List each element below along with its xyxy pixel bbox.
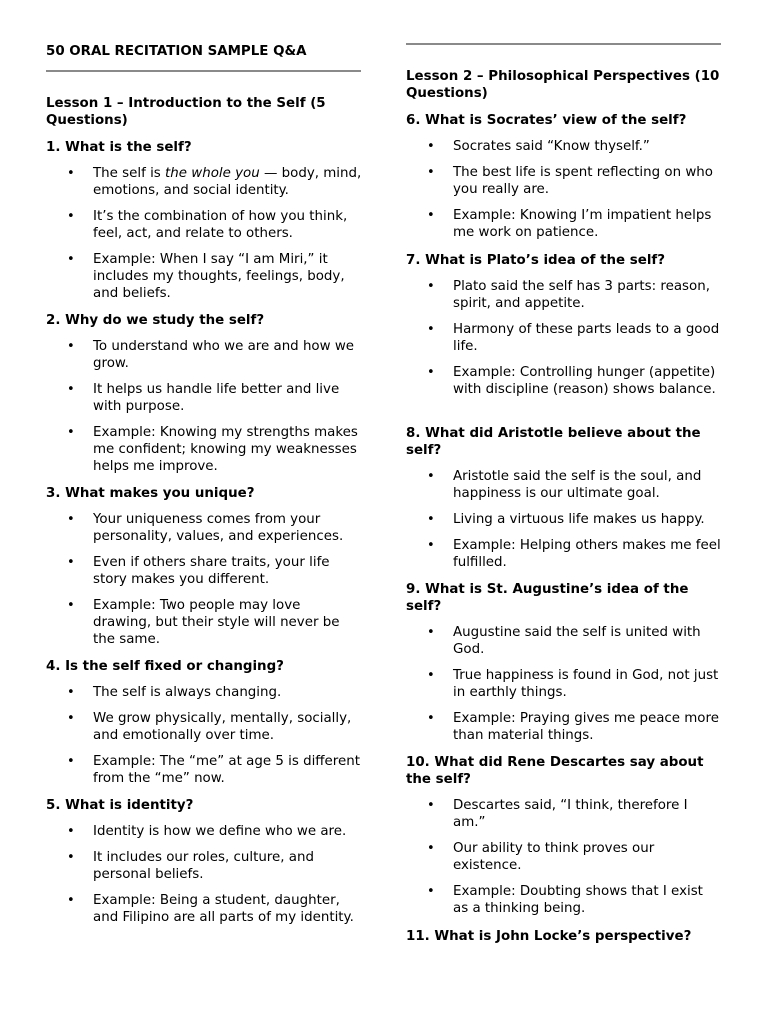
column-top-divider — [406, 43, 721, 45]
lesson-2-section — [406, 68, 722, 102]
question-5-block — [46, 797, 362, 926]
answer-item: • Harmony of these parts leads to a good life. — [406, 321, 722, 355]
answer-item: • We grow physically, mentally, socially, and emotionally over time. — [46, 710, 362, 744]
question-7-answers — [406, 278, 722, 398]
question-3-heading: 3. What makes you unique? — [46, 486, 255, 501]
question-2-block — [46, 312, 362, 475]
question-5-heading: 5. What is identity? — [46, 798, 194, 813]
answer-item: • Augustine said the self is united with God. — [406, 624, 722, 658]
question-6-heading: 6. What is Socrates’ view of the self? — [406, 113, 687, 128]
answer-item: • Even if others share traits, your life story makes you different. — [46, 554, 362, 588]
question-8-answers — [406, 468, 722, 571]
answer-text-post: — body, mind, emotions, and social identity. — [93, 166, 362, 198]
answer-item: • Your uniqueness comes from your personality, values, and experiences. — [46, 511, 362, 545]
answer-item: • The best life is spent reflecting on who you really are. — [406, 164, 722, 198]
question-8-block — [406, 425, 722, 571]
answer-item: • Living a virtuous life makes us happy. — [406, 511, 722, 528]
question-4-heading: 4. Is the self fixed or changing? — [46, 659, 284, 674]
question-11-block — [406, 928, 722, 945]
answer-item — [46, 165, 362, 199]
answer-item: • It’s the combination of how you think, feel, act, and relate to others. — [46, 208, 362, 242]
question-2-heading: 2. Why do we study the self? — [46, 313, 265, 328]
answer-item: • It includes our roles, culture, and personal beliefs. — [46, 849, 362, 883]
lesson-2-title: Lesson 2 – Philosophical Perspectives (10 Questions) — [406, 69, 720, 101]
lesson-1-section — [46, 95, 362, 129]
question-2-answers — [46, 338, 362, 475]
answer-item: • Descartes said, “I think, therefore I am.” — [406, 797, 722, 831]
answer-item: • Example: Praying gives me peace more than material things. — [406, 710, 722, 744]
answer-item: • The self is always changing. — [46, 684, 362, 701]
question-9-block — [406, 581, 722, 744]
answer-item: • It helps us handle life better and live with purpose. — [46, 381, 362, 415]
question-9-heading: 9. What is St. Augustine’s idea of the self? — [406, 582, 689, 614]
question-3-answers — [46, 511, 362, 648]
question-5-answers — [46, 823, 362, 926]
question-4-answers — [46, 684, 362, 787]
question-7-block — [406, 252, 722, 398]
answer-item: • Example: The “me” at age 5 is different from the “me” now. — [46, 753, 362, 787]
answer-item: • Example: Being a student, daughter, and Filipino are all parts of my identity. — [46, 892, 362, 926]
answer-item: • Example: When I say “I am Miri,” it includes my thoughts, feelings, body, and beliefs. — [46, 251, 362, 302]
question-1-block — [46, 139, 362, 302]
question-11-heading: 11. What is John Locke’s perspective? — [406, 929, 692, 944]
title-divider — [46, 70, 361, 72]
answer-item: • Example: Helping others makes me feel fulfilled. — [406, 537, 722, 571]
answer-item: • Example: Knowing I’m impatient helps me work on patience. — [406, 207, 722, 241]
answer-item: • Socrates said “Know thyself.” — [406, 138, 722, 155]
question-10-block — [406, 754, 722, 917]
answer-item: • True happiness is found in God, not just in earthly things. — [406, 667, 722, 701]
question-6-answers — [406, 138, 722, 241]
document-title: 50 ORAL RECITATION SAMPLE Q&A — [46, 44, 307, 59]
answer-item: • Example: Doubting shows that I exist as a thinking being. — [406, 883, 722, 917]
question-1-heading: 1. What is the self? — [46, 140, 192, 155]
question-4-block — [46, 658, 362, 787]
answer-item: • Our ability to think proves our existence. — [406, 840, 722, 874]
answer-item: • To understand who we are and how we grow. — [46, 338, 362, 372]
lesson-1-title: Lesson 1 – Introduction to the Self (5 Questions) — [46, 96, 326, 128]
question-8-heading: 8. What did Aristotle believe about the self? — [406, 426, 701, 458]
question-6-block — [406, 112, 722, 241]
question-10-answers — [406, 797, 722, 917]
question-1-answers — [46, 165, 362, 302]
question-7-heading: 7. What is Plato’s idea of the self? — [406, 253, 666, 268]
answer-item: • Example: Knowing my strengths makes me confident; knowing my weaknesses helps me improve. — [46, 424, 362, 475]
answer-item: • Aristotle said the self is the soul, and happiness is our ultimate goal. — [406, 468, 722, 502]
answer-text-pre: The self is — [93, 166, 166, 181]
question-10-heading: 10. What did Rene Descartes say about the self? — [406, 755, 704, 787]
answer-item: • Example: Controlling hunger (appetite) with discipline (reason) shows balance. — [406, 364, 722, 398]
answer-item: • Example: Two people may love drawing, but their style will never be the same. — [46, 597, 362, 648]
question-3-block — [46, 485, 362, 648]
answer-item: • Plato said the self has 3 parts: reason, spirit, and appetite. — [406, 278, 722, 312]
answer-text-emphasis: the whole you — [165, 166, 260, 181]
answer-item: • Identity is how we define who we are. — [46, 823, 362, 840]
question-9-answers — [406, 624, 722, 744]
